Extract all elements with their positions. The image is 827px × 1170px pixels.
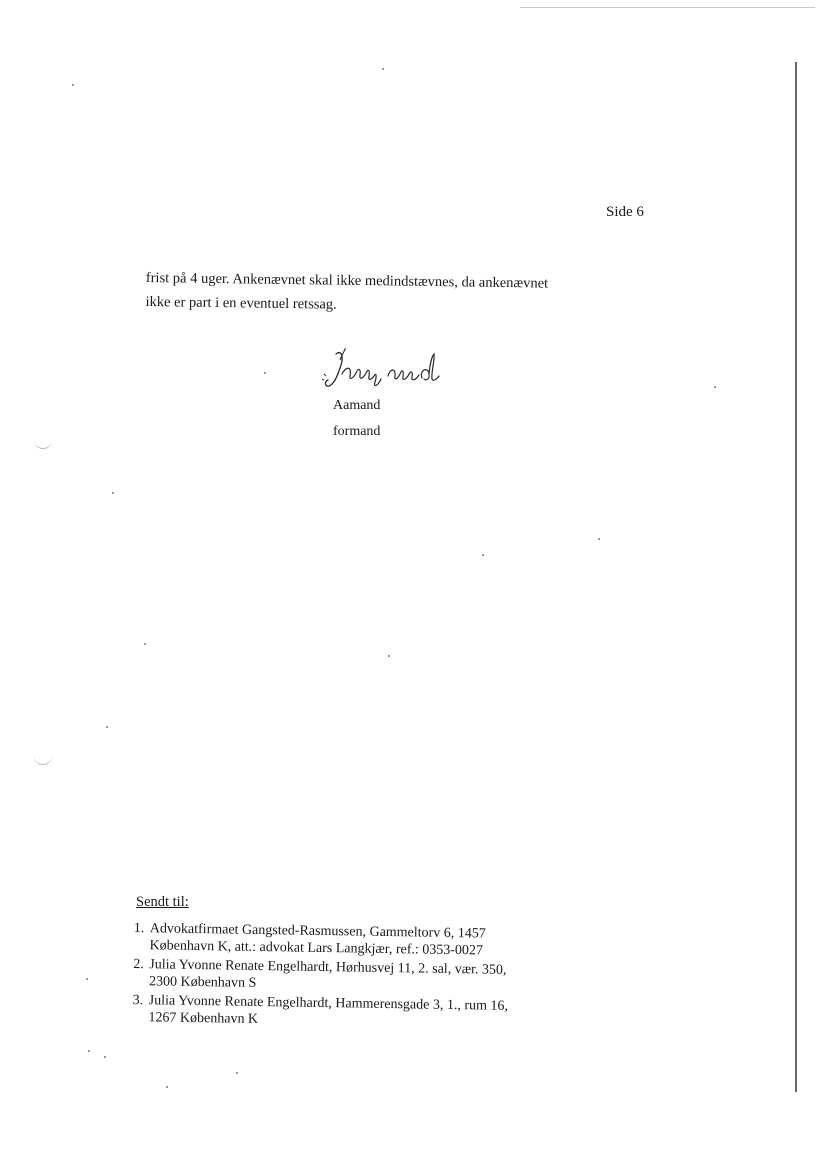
recipient-item xyxy=(133,956,553,997)
scan-speck xyxy=(598,538,600,540)
scan-speck xyxy=(382,68,384,70)
recipient-item xyxy=(132,992,552,1033)
recipient-list xyxy=(132,920,554,1035)
scan-speck xyxy=(264,372,266,374)
recipient-line: København K, att.: advokat Lars Langkjær, ref.: 0353-0027 xyxy=(149,938,484,959)
scan-speck xyxy=(166,1086,168,1088)
scan-mark xyxy=(34,440,52,449)
scan-mark xyxy=(34,756,52,765)
recipient-line: 1267 København K xyxy=(148,1010,259,1027)
recipient-number: 1. xyxy=(133,920,145,937)
recipient-line: 2300 København S xyxy=(148,974,257,991)
recipient-item xyxy=(133,920,553,961)
scan-edge-right xyxy=(795,62,797,1092)
signer-title: formand xyxy=(333,424,381,439)
scan-speck xyxy=(104,1056,106,1058)
recipient-line: Advokatfirmaet Gangsted-Rasmussen, Gammeltorv 6, 1457 xyxy=(149,921,486,942)
body-line: ikke er part i en eventuel retssag. xyxy=(145,293,337,313)
scan-speck xyxy=(86,978,88,980)
recipient-number: 3. xyxy=(132,992,144,1009)
recipient-line: Julia Yvonne Renate Engelhardt, Hammerensgade 3, 1., rum 16, xyxy=(148,993,509,1014)
scan-speck xyxy=(112,492,114,494)
scan-speck xyxy=(388,655,390,657)
body-line: frist på 4 uger. Ankenævnet skal ikke medindstævnes, da ankenævnet xyxy=(145,269,549,292)
scan-speck xyxy=(88,1050,90,1052)
scan-speck xyxy=(482,554,484,556)
recipient-line: Julia Yvonne Renate Engelhardt, Hørhusvej 11, 2. sal, vær. 350, xyxy=(149,957,507,978)
handwritten-signature xyxy=(318,346,458,392)
body-paragraph xyxy=(145,266,606,320)
sent-to-heading: Sendt til: xyxy=(136,894,189,910)
scan-speck xyxy=(72,84,74,86)
scan-speck xyxy=(106,726,108,728)
scan-speck xyxy=(714,386,716,388)
scan-speck xyxy=(236,1072,238,1074)
scan-speck xyxy=(144,643,146,645)
page-number: Side 6 xyxy=(606,204,644,220)
signer-name: Aamand xyxy=(333,398,381,413)
recipient-number: 2. xyxy=(133,956,144,973)
scan-edge-top xyxy=(520,7,815,8)
